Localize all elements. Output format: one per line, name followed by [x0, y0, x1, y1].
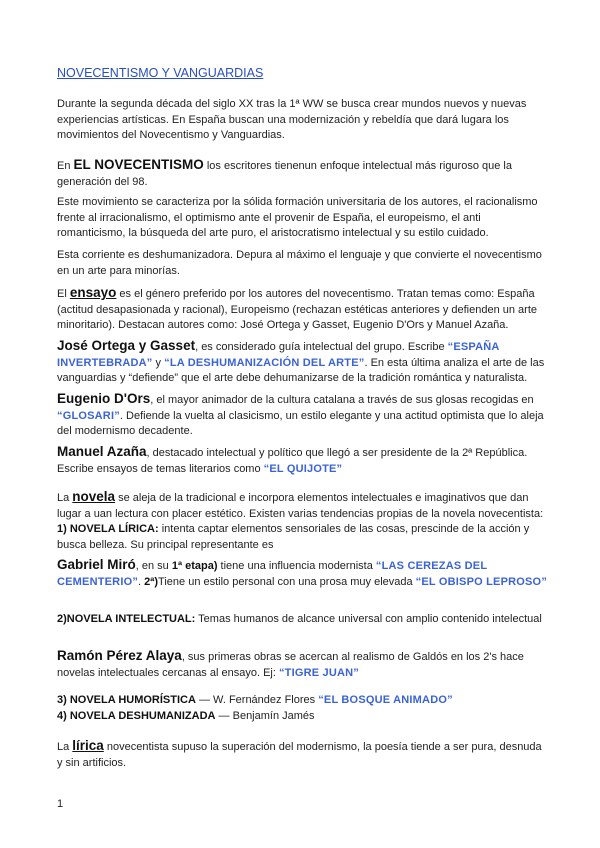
miro-work-1: “LAS CEREZAS DEL CEMENTERIO” — [57, 560, 488, 588]
miro-text-1: , en su — [135, 560, 172, 572]
deshumanizada-text: — Benjamín Jamés — [215, 710, 315, 722]
miro-stage-1: 1ª etapa) — [171, 560, 218, 572]
deshumanizada-label: 4) NOVELA DESHUMANIZADA — [57, 710, 216, 722]
novecentismo-term: EL NOVECENTISMO — [73, 157, 204, 172]
novela-text-1: se aleja de la tradicional e incorpora elementos intelectuales e imaginativos que dan lugar a uan lectura con placer estético. Existen varias tendencias propias de la novela novecentista: — [57, 492, 544, 520]
novela-intelectual-paragraph — [57, 612, 547, 628]
miro-work-2: “EL OBISPO LEPROSO” — [415, 575, 548, 588]
novecentismo-paragraph — [57, 157, 547, 190]
ayala-work-1: “TIGRE JUAN” — [278, 666, 359, 679]
dors-name: Eugenio D'Ors — [57, 391, 151, 406]
intelectual-label: 2)NOVELA INTELECTUAL: — [57, 613, 196, 625]
humoristica-label: 3) NOVELA HUMORÍSTICA — [57, 694, 196, 706]
ortega-paragraph — [57, 338, 547, 387]
lirica-pre: La — [57, 741, 73, 753]
ortega-work-2: “LA DESHUMANIZACIÓN DEL ARTE” — [164, 356, 365, 369]
dors-text-2: . Defiende la vuelta al clasicismo, un estilo elegante y una actitud optimista que lo aleja del modernismo decadente. — [57, 409, 544, 437]
intro-paragraph: Durante la segunda década del siglo XX tras la 1ª WW se busca crear mundos nuevos y nuevas experiencias artísticas. En España buscan una modernización y rebeldía que dará lugara los movimientos del Novecentismo y Vanguardias. — [57, 98, 527, 141]
page-number: 1 — [57, 798, 64, 810]
lirica-paragraph — [57, 738, 547, 771]
novela-term: novela — [72, 489, 116, 504]
miro-stage-2: 2ª) — [144, 575, 159, 588]
novela-humoristica-line — [57, 693, 547, 709]
novela-paragraph — [57, 489, 547, 553]
novela-deshumanizada-line — [57, 709, 547, 725]
ayala-paragraph — [57, 648, 547, 681]
ayala-name: Ramón Pérez Alaya — [57, 648, 182, 663]
movement-paragraph: Este movimiento se caracteriza por la sólida formación universitaria de los autores, el racionalismo frente al irracionalismo, el optimismo ante el provenir de España, el europeismo, el anti romanticismo, la búsqueda del arte puro, el aristocratismo intelectual y su estilo cuidado. — [57, 196, 538, 239]
azana-paragraph — [57, 444, 547, 477]
intelectual-text: Temas humanos de alcance universal con amplio contenido intelectual — [195, 613, 542, 625]
dors-text-1: , el mayor animador de la cultura catalana a través de sus glosas recogidas en — [150, 394, 534, 406]
azana-name: Manuel Azaña — [57, 444, 147, 459]
ensayo-post: es el género preferido por los autores del novecentismo. Tratan temas como: España (actitud desapasionada y racional), Europeismo (rechazan estéticas anteriores y defienden un arte minoritario). Destacan autores como: José Ortega y Gasset, Eugenio D'Ors y Manuel Azaña. — [57, 288, 537, 331]
miro-name: Gabriel Miró — [57, 557, 136, 572]
miro-text-3: . — [138, 575, 145, 588]
azana-work-1: “EL QUIJOTE” — [263, 462, 343, 475]
lirica-post: novecentista supuso la superación del modernismo, la poesía tiende a ser pura, desnuda y sin artificios. — [57, 741, 542, 769]
novela-text-2: intenta captar elementos sensoriales de las cosas, prescinde de la acción y busca belleza. Su principal representante es — [57, 523, 530, 551]
ensayo-paragraph — [57, 285, 547, 334]
novecentismo-pre: En — [57, 160, 74, 172]
ayala-text-1: , sus primeras obras se acercan al realismo de Galdós en los 2's hace novelas intelectuales cercanas al ensayo. Ej: — [57, 651, 524, 679]
azana-text-1: , destacado intelectual y político que llegó a ser presidente de la 2ª República. Escribe ensayos de temas literarios como — [57, 447, 528, 475]
ortega-text-1: , es considerado guía intelectual del grupo. Escribe — [195, 341, 448, 353]
humoristica-work: “EL BOSQUE ANIMADO” — [318, 694, 453, 706]
ensayo-term: ensayo — [69, 285, 117, 300]
ortega-name: José Ortega y Gasset — [57, 338, 196, 353]
dors-work-1: “GLOSARI” — [57, 409, 120, 422]
novela-pre: La — [57, 492, 73, 504]
ortega-work-1: “ESPAÑA INVERTEBRADA” — [57, 341, 500, 369]
novela-lirica-label: 1) NOVELA LÍRICA: — [57, 523, 159, 535]
miro-text-4: Tiene un estilo personal con una prosa muy elevada — [158, 575, 416, 588]
ensayo-pre: El — [57, 288, 70, 300]
miro-text-2: tiene una influencia modernista — [217, 560, 376, 572]
document-title: NOVECENTISMO Y VANGUARDIAS — [57, 66, 264, 80]
ortega-text-2: y — [152, 356, 165, 369]
deshumanizadora-paragraph: Esta corriente es deshumanizadora. Depura al máximo el lenguaje y que convierte el novecentismo en un arte para minorías. — [57, 249, 542, 277]
ortega-text-3: . En esta última analiza el arte de las vanguardias y “defiende” que el arte debe dehumanizarse de la tradición romántica y naturalista. — [57, 356, 545, 384]
novecentismo-post: los escritores tienenun enfoque intelectual más riguroso que la generación del 98. — [57, 160, 512, 188]
dors-paragraph — [57, 391, 547, 440]
humoristica-text: — W. Fernández Flores — [195, 694, 319, 706]
miro-paragraph — [57, 557, 547, 590]
lirica-term: lírica — [72, 738, 104, 753]
